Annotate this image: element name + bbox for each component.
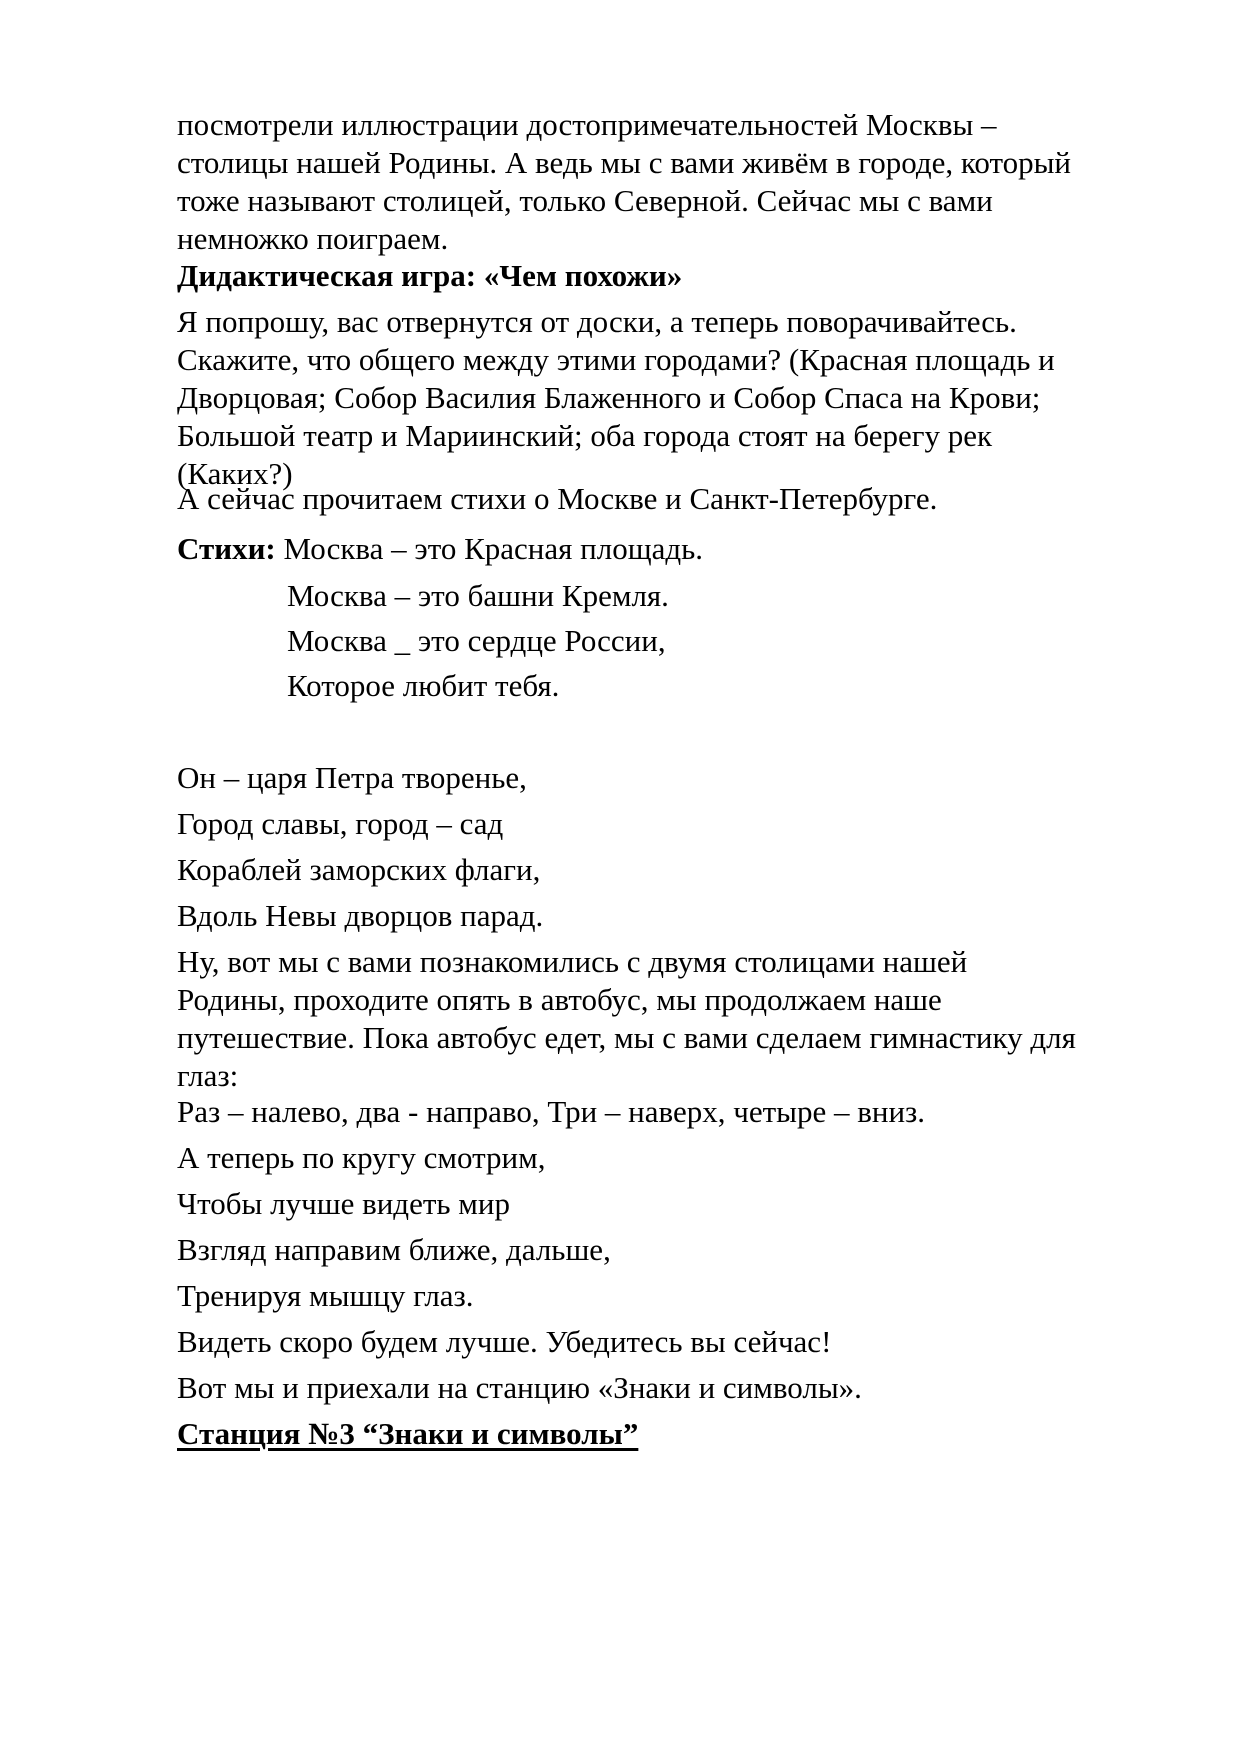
petersburg-poem-line-1: Он – царя Петра творенье, (177, 760, 527, 795)
game-heading: Дидактическая игра: «Чем похожи» (177, 258, 683, 293)
eye-exercise-line-1: Раз – налево, два - направо, Три – наверх, четыре – вниз. (177, 1094, 926, 1129)
moscow-poem-line-4: Которое любит тебя. (287, 668, 560, 703)
moscow-poem-line-3: Москва _ это сердце России, (287, 623, 666, 658)
eye-exercise-line-5: Тренируя мышцу глаз. (177, 1278, 474, 1313)
eye-exercise-line-6: Видеть скоро будем лучше. Убедитесь вы сейчас! (177, 1324, 832, 1359)
eye-exercise-line-2: А теперь по кругу смотрим, (177, 1140, 546, 1175)
moscow-poem-line-1: Москва – это Красная площадь. (275, 531, 703, 566)
petersburg-poem-line-4: Вдоль Невы дворцов парад. (177, 898, 544, 933)
poems-first-line (177, 530, 1167, 568)
eye-exercise-line-4: Взгляд направим ближе, дальше, (177, 1232, 611, 1267)
intro-paragraph: посмотрели иллюстрации достопримечательностей Москвы – столицы нашей Родины. А ведь мы с вами живём в городе, который тоже называют столицей, только Северной. Сейчас мы с вами немножко поиграем. (177, 107, 1072, 256)
moscow-poem-line-2: Москва – это башни Кремля. (287, 578, 669, 613)
station-heading: Станция №3 “Знаки и символы” (177, 1416, 639, 1451)
poems-intro: А сейчас прочитаем стихи о Москве и Санкт-Петербурге. (177, 481, 938, 516)
game-paragraph: Я попрошу, вас отвернутся от доски, а теперь поворачивайтесь. Скажите, что общего между этими городами? (Красная площадь и Дворцовая; Собор Василия Блаженного и Собор Спаса на Крови; Большой театр и Мариинский; оба города стоят на берегу рек (Каких?) (177, 304, 1055, 491)
arrival-line: Вот мы и приехали на станцию «Знаки и символы». (177, 1370, 862, 1405)
bus-paragraph: Ну, вот мы с вами познакомились с двумя столицами нашей Родины, проходите опять в автобус, мы продолжаем наше путешествие. Пока автобус едет, мы с вами сделаем гимнастику для глаз: (177, 944, 1076, 1093)
eye-exercise-line-3: Чтобы лучше видеть мир (177, 1186, 510, 1221)
poems-label: Стихи: (177, 531, 276, 566)
petersburg-poem-line-3: Кораблей заморских флаги, (177, 852, 541, 887)
petersburg-poem-line-2: Город славы, город – сад (177, 806, 504, 841)
